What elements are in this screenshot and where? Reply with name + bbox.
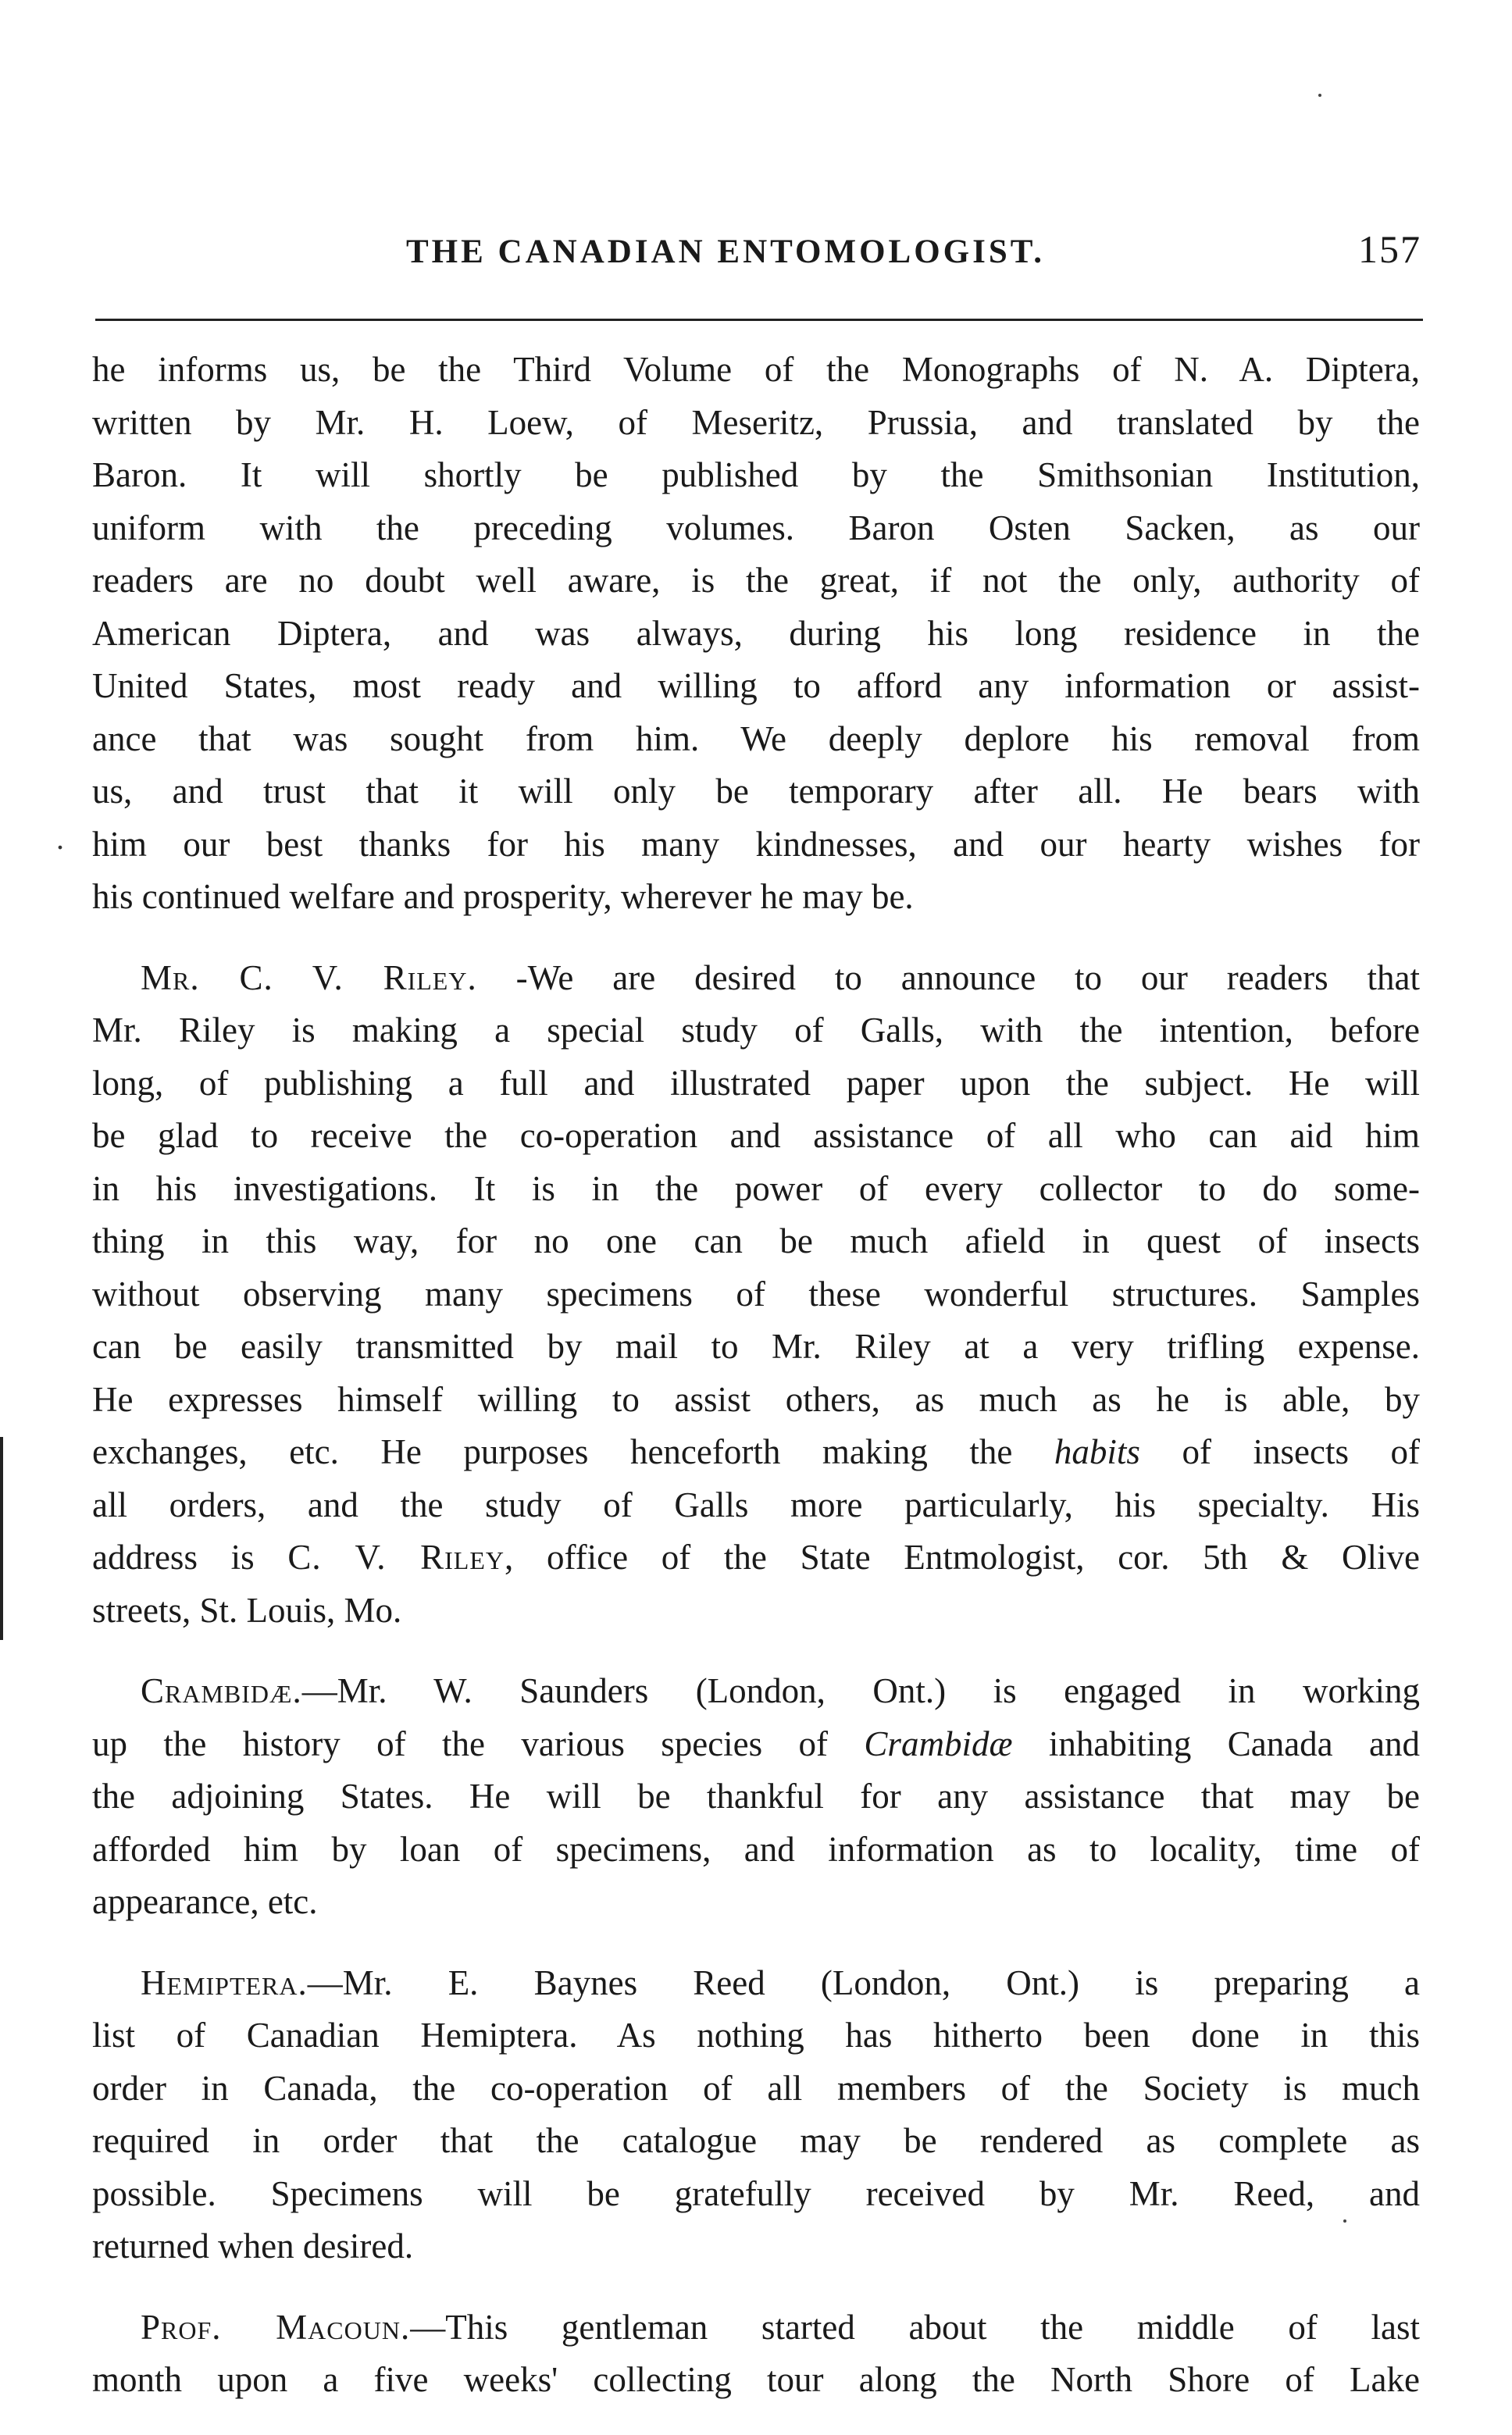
- text-line: required in order that the catalogue may be rendered as complete as: [92, 2121, 1420, 2160]
- paragraph-lead: Prof. Macoun.: [141, 2307, 411, 2347]
- text-line: all orders, and the study of Galls more particularly, his specialty. His: [92, 1485, 1420, 1524]
- text-line: his continued welfare and prosperity, wherever he may be.: [92, 877, 914, 916]
- paragraph-hemiptera: [92, 1957, 1420, 2273]
- text-line: Baron. It will shortly be published by the Smithsonian Institution,: [92, 455, 1420, 494]
- text-line: order in Canada, the co-operation of all members of the Society is much: [92, 2068, 1420, 2108]
- header-rule: [95, 319, 1423, 321]
- text-fragment: exchanges, etc. He purposes henceforth making the: [92, 1432, 1054, 1471]
- text-fragment: —Mr. W. Saunders (London, Ont.) is engaged in working: [301, 1671, 1420, 1710]
- riley-name: C. V. Riley: [287, 1538, 505, 1577]
- paragraph-crambidae: [92, 1665, 1420, 1929]
- text-line: month upon a five weeks' collecting tour along the North Shore of Lake: [92, 2360, 1420, 2399]
- text-line: [92, 1957, 1420, 2010]
- text-line: without observing many specimens of these wonderful structures. Samples: [92, 1274, 1420, 1314]
- body-text: [92, 344, 1420, 2435]
- text-fragment: —Mr. E. Baynes Reed (London, Ont.) is preparing a: [307, 1963, 1420, 2002]
- text-line: United States, most ready and willing to afford any information or assist-: [92, 666, 1420, 705]
- text-line: the adjoining States. He will be thankful for any assistance that may be: [92, 1777, 1420, 1816]
- text-line: us, and trust that it will only be temporary after all. He bears with: [92, 772, 1420, 811]
- running-title: THE CANADIAN ENTOMOLOGIST.: [406, 234, 1045, 270]
- paragraph-riley: [92, 952, 1420, 1638]
- page-number: 157: [1358, 227, 1421, 271]
- text-fragment: of insects of: [1139, 1432, 1420, 1471]
- text-line: streets, St. Louis, Mo.: [92, 1590, 402, 1630]
- margin-dot: .: [56, 821, 64, 856]
- running-head: [102, 226, 1421, 289]
- text-line: long, of publishing a full and illustrated paper upon the subject. He will: [92, 1063, 1420, 1103]
- text-line: written by Mr. H. Loew, of Meseritz, Prussia, and translated by the: [92, 402, 1420, 442]
- text-line: American Diptera, and was always, during his long residence in the: [92, 613, 1420, 653]
- text-fragment: address is: [92, 1538, 288, 1577]
- text-line: [92, 952, 1420, 1005]
- edge-mark: [0, 1437, 3, 1640]
- text-fragment: -We are desired to announce to our readers that: [476, 957, 1420, 997]
- text-fragment: up the history of the various species of: [92, 1724, 865, 1763]
- text-line: [92, 2301, 1420, 2355]
- paragraph-macoun: [92, 2301, 1420, 2407]
- text-line: afforded him by loan of specimens, and information as to locality, time of: [92, 1829, 1420, 1869]
- text-line: he informs us, be the Third Volume of the Monographs of N. A. Diptera,: [92, 350, 1420, 389]
- text-line: [92, 1426, 1420, 1479]
- text-fragment: —This gentleman started about the middle of last: [410, 2307, 1420, 2347]
- paragraph-lead: Crambidæ.: [141, 1671, 302, 1710]
- text-line: [92, 1718, 1420, 1771]
- text-line: [92, 1531, 1420, 1585]
- text-line: possible. Specimens will be gratefully received by Mr. Reed, and: [92, 2173, 1420, 2213]
- text-line: be glad to receive the co-operation and assistance of all who can aid him: [92, 1116, 1420, 1155]
- text-line: thing in this way, for no one can be much afield in quest of insects: [92, 1221, 1420, 1260]
- text-fragment: , office of the State Entmologist, cor. 5th & Olive: [505, 1538, 1420, 1577]
- speck: [1318, 94, 1321, 97]
- paragraph-lead: Mr. C. V. Riley.: [141, 957, 477, 997]
- paragraph-lead: Hemiptera.: [141, 1963, 308, 2002]
- text-line: him our best thanks for his many kindnesses, and our hearty wishes for: [92, 824, 1420, 864]
- paragraph-diptera: [92, 344, 1420, 924]
- text-line: in his investigations. It is in the power of every collector to do some-: [92, 1168, 1420, 1208]
- text-line: can be easily transmitted by mail to Mr. Riley at a very trifling expense.: [92, 1327, 1420, 1366]
- text-line: appearance, etc.: [92, 1882, 318, 1921]
- italic-crambidae: Crambidæ: [864, 1724, 1013, 1763]
- text-line: ance that was sought from him. We deeply deplore his removal from: [92, 718, 1420, 758]
- text-line: Mr. Riley is making a special study of Galls, with the intention, before: [92, 1011, 1420, 1050]
- text-line: uniform with the preceding volumes. Baron Osten Sacken, as our: [92, 508, 1420, 547]
- text-line: He expresses himself willing to assist others, as much as he is able, by: [92, 1379, 1420, 1419]
- text-line: returned when desired.: [92, 2226, 414, 2266]
- italic-habits: habits: [1054, 1432, 1140, 1471]
- text-fragment: inhabiting Canada and: [1012, 1724, 1420, 1763]
- text-line: [92, 1665, 1420, 1718]
- text-line: list of Canadian Hemiptera. As nothing has hitherto been done in this: [92, 2016, 1420, 2055]
- text-line: readers are no doubt well aware, is the great, if not the only, authority of: [92, 561, 1420, 600]
